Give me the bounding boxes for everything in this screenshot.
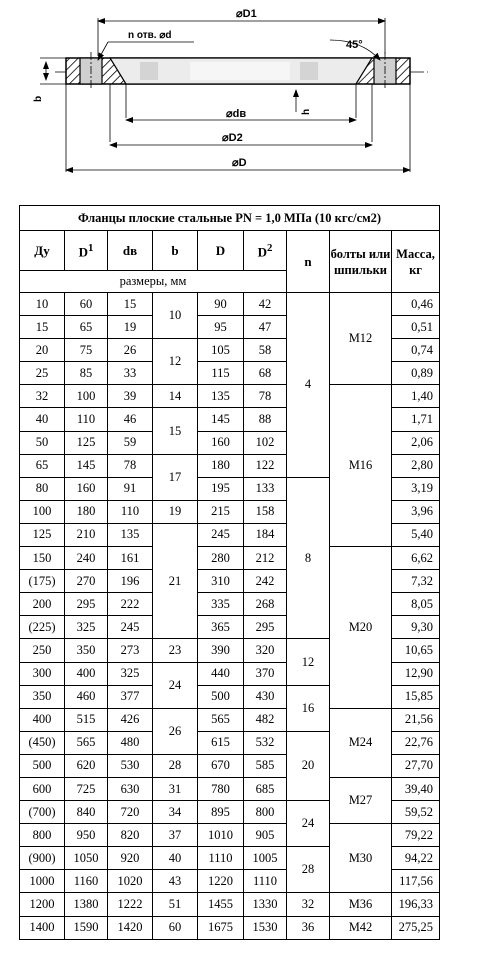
cell-dv: 161 (108, 547, 153, 570)
cell-b: 26 (153, 708, 198, 754)
cell-mass: 15,85 (392, 685, 440, 708)
table-row (20, 293, 440, 316)
cell-b: 19 (153, 500, 198, 523)
cell-mass: 2,80 (392, 454, 440, 477)
cell-dv: 91 (108, 477, 153, 500)
cell-mass: 3,96 (392, 500, 440, 523)
flanges-table (19, 205, 440, 940)
cell-dv: 720 (108, 801, 153, 824)
cell-du: 1400 (20, 916, 65, 939)
cell-mass: 79,22 (392, 824, 440, 847)
cell-dv: 33 (108, 362, 153, 385)
cell-d: 90 (198, 293, 244, 316)
cell-du: 65 (20, 454, 65, 477)
cell-d: 160 (198, 431, 244, 454)
header-du: Ду (20, 231, 65, 271)
cell-mass: 2,06 (392, 431, 440, 454)
cell-d: 615 (198, 731, 244, 754)
cell-d: 115 (198, 362, 244, 385)
cell-d1: 725 (65, 777, 108, 800)
cell-mass: 196,33 (392, 893, 440, 916)
cell-d1: 85 (65, 362, 108, 385)
header-bolts: болты или шпильки (330, 231, 392, 293)
cell-d1: 515 (65, 708, 108, 731)
cell-d2: 905 (244, 824, 287, 847)
cell-d1: 1380 (65, 893, 108, 916)
cell-d2: 1005 (244, 847, 287, 870)
cell-b: 24 (153, 662, 198, 708)
cell-du: 100 (20, 500, 65, 523)
cell-d: 335 (198, 593, 244, 616)
cell-d2: 68 (244, 362, 287, 385)
cell-d: 670 (198, 754, 244, 777)
label-holes: n отв. ⌀d (128, 30, 172, 41)
cell-mass: 39,40 (392, 777, 440, 800)
cell-du: 500 (20, 754, 65, 777)
cell-d: 105 (198, 339, 244, 362)
cell-d2: 242 (244, 570, 287, 593)
cell-dv: 820 (108, 824, 153, 847)
cell-dv: 39 (108, 385, 153, 408)
cell-d2: 78 (244, 385, 287, 408)
cell-d1: 350 (65, 639, 108, 662)
cell-mass: 275,25 (392, 916, 440, 939)
cell-du: (225) (20, 616, 65, 639)
cell-dv: 530 (108, 754, 153, 777)
cell-d2: 482 (244, 708, 287, 731)
cell-du: (175) (20, 570, 65, 593)
cell-mass: 12,90 (392, 662, 440, 685)
cell-mass: 8,05 (392, 593, 440, 616)
cell-du: (900) (20, 847, 65, 870)
cell-dv: 19 (108, 316, 153, 339)
cell-b: 14 (153, 385, 198, 408)
cell-dv: 920 (108, 847, 153, 870)
cell-d2: 585 (244, 754, 287, 777)
cell-d2: 320 (244, 639, 287, 662)
cell-du: 1200 (20, 893, 65, 916)
cell-d2: 268 (244, 593, 287, 616)
cell-d2: 58 (244, 339, 287, 362)
cell-dv: 196 (108, 570, 153, 593)
cell-mass: 21,56 (392, 708, 440, 731)
cell-n: 20 (287, 731, 330, 800)
cell-dv: 110 (108, 500, 153, 523)
cell-mass: 5,40 (392, 523, 440, 546)
cell-du: (450) (20, 731, 65, 754)
cell-b: 37 (153, 824, 198, 847)
cell-mass: 3,19 (392, 477, 440, 500)
cell-b: 60 (153, 916, 198, 939)
cell-d: 195 (198, 477, 244, 500)
table-row (20, 385, 440, 408)
cell-n: 16 (287, 685, 330, 731)
cell-n: 28 (287, 847, 330, 893)
table-title: Фланцы плоские стальные PN = 1,0 МПа (10 кгс/см2) (20, 206, 440, 231)
header-d: D (198, 231, 244, 271)
table-body (20, 293, 440, 940)
cell-d1: 620 (65, 754, 108, 777)
cell-mass: 1,71 (392, 408, 440, 431)
flange-body (66, 52, 410, 90)
header-sizes: размеры, мм (20, 271, 287, 293)
cell-b: 21 (153, 523, 198, 638)
cell-du: 40 (20, 408, 65, 431)
label-h: h (301, 108, 312, 115)
cell-dv: 1420 (108, 916, 153, 939)
cell-d: 365 (198, 616, 244, 639)
cell-n: 8 (287, 477, 330, 639)
cell-d2: 88 (244, 408, 287, 431)
cell-bolts: M36 (330, 893, 392, 916)
cell-b: 17 (153, 454, 198, 500)
cell-bolts: M24 (330, 708, 392, 777)
cell-d: 135 (198, 385, 244, 408)
cell-d: 310 (198, 570, 244, 593)
cell-d1: 160 (65, 477, 108, 500)
cell-mass: 7,32 (392, 570, 440, 593)
cell-n: 36 (287, 916, 330, 939)
cell-d2: 102 (244, 431, 287, 454)
cell-d2: 685 (244, 777, 287, 800)
cell-mass: 0,51 (392, 316, 440, 339)
cell-d1: 325 (65, 616, 108, 639)
cell-d2: 800 (244, 801, 287, 824)
cell-dv: 480 (108, 731, 153, 754)
cell-bolts: M20 (330, 547, 392, 709)
table-row (20, 824, 440, 847)
cell-d2: 430 (244, 685, 287, 708)
cell-d2: 47 (244, 316, 287, 339)
cell-mass: 22,76 (392, 731, 440, 754)
cell-d2: 1530 (244, 916, 287, 939)
table-row (20, 777, 440, 800)
cell-d1: 240 (65, 547, 108, 570)
header-dv: dв (108, 231, 153, 271)
label-d2: ⌀D2 (222, 132, 243, 144)
label-d1: ⌀D1 (236, 8, 257, 20)
header-d2: $D^2$ (244, 231, 287, 271)
cell-dv: 59 (108, 431, 153, 454)
cell-d2: 133 (244, 477, 287, 500)
cell-d: 180 (198, 454, 244, 477)
cell-mass: 94,22 (392, 847, 440, 870)
cell-b: 31 (153, 777, 198, 800)
table-row (20, 547, 440, 570)
cell-d1: 145 (65, 454, 108, 477)
cell-d: 245 (198, 523, 244, 546)
cell-d1: 1590 (65, 916, 108, 939)
header-b: b (153, 231, 198, 271)
cell-d2: 212 (244, 547, 287, 570)
cell-b: 15 (153, 408, 198, 454)
cell-d1: 210 (65, 523, 108, 546)
cell-mass: 0,89 (392, 362, 440, 385)
cell-d: 500 (198, 685, 244, 708)
cell-du: 250 (20, 639, 65, 662)
cell-du: 350 (20, 685, 65, 708)
cell-d2: 295 (244, 616, 287, 639)
cell-b: 28 (153, 754, 198, 777)
cell-n: 4 (287, 293, 330, 478)
cell-mass: 1,40 (392, 385, 440, 408)
cell-d1: 100 (65, 385, 108, 408)
cell-d1: 180 (65, 500, 108, 523)
cell-bolts: M12 (330, 293, 392, 385)
cell-dv: 245 (108, 616, 153, 639)
label-b: b (33, 95, 44, 102)
header-n: n (287, 231, 330, 293)
cell-d1: 400 (65, 662, 108, 685)
cell-d: 145 (198, 408, 244, 431)
header-mass: Масса, кг (392, 231, 440, 293)
cell-b: 34 (153, 801, 198, 824)
cell-bolts: M27 (330, 777, 392, 823)
cell-d: 1110 (198, 847, 244, 870)
cell-d1: 565 (65, 731, 108, 754)
cell-du: 15 (20, 316, 65, 339)
cell-bolts: M30 (330, 824, 392, 893)
cell-du: 300 (20, 662, 65, 685)
cell-du: 20 (20, 339, 65, 362)
cell-bolts: M42 (330, 916, 392, 939)
cell-b: 12 (153, 339, 198, 385)
cell-d2: 1110 (244, 870, 287, 893)
cell-d: 95 (198, 316, 244, 339)
cell-du: 125 (20, 523, 65, 546)
cell-dv: 630 (108, 777, 153, 800)
cell-du: 200 (20, 593, 65, 616)
cell-du: 600 (20, 777, 65, 800)
cell-mass: 117,56 (392, 870, 440, 893)
cell-dv: 26 (108, 339, 153, 362)
cell-d1: 65 (65, 316, 108, 339)
cell-d: 1220 (198, 870, 244, 893)
cell-dv: 1020 (108, 870, 153, 893)
label-dv: ⌀dв (226, 108, 247, 120)
cell-mass: 27,70 (392, 754, 440, 777)
cell-d2: 370 (244, 662, 287, 685)
cell-mass: 59,52 (392, 801, 440, 824)
cell-d1: 60 (65, 293, 108, 316)
cell-d1: 1050 (65, 847, 108, 870)
cell-mass: 6,62 (392, 547, 440, 570)
cell-d2: 158 (244, 500, 287, 523)
table-row (20, 916, 440, 939)
cell-dv: 135 (108, 523, 153, 546)
cell-du: 25 (20, 362, 65, 385)
cell-dv: 78 (108, 454, 153, 477)
cell-d: 1675 (198, 916, 244, 939)
cell-d1: 295 (65, 593, 108, 616)
cell-b: 10 (153, 293, 198, 339)
cell-du: (700) (20, 801, 65, 824)
label-d: ⌀D (232, 157, 247, 169)
cell-d1: 950 (65, 824, 108, 847)
cell-dv: 46 (108, 408, 153, 431)
cell-du: 150 (20, 547, 65, 570)
cell-d2: 122 (244, 454, 287, 477)
header-d1: $D^1$ (65, 231, 108, 271)
cell-d: 565 (198, 708, 244, 731)
cell-d: 895 (198, 801, 244, 824)
table-row (20, 708, 440, 731)
cell-d1: 125 (65, 431, 108, 454)
cell-d1: 460 (65, 685, 108, 708)
cell-d: 280 (198, 547, 244, 570)
cell-dv: 377 (108, 685, 153, 708)
cell-dv: 15 (108, 293, 153, 316)
label-angle: 45° (346, 39, 363, 51)
cell-mass: 10,65 (392, 639, 440, 662)
cell-d1: 840 (65, 801, 108, 824)
cell-du: 800 (20, 824, 65, 847)
cell-d1: 1160 (65, 870, 108, 893)
cell-d: 780 (198, 777, 244, 800)
flange-cross-section-drawing (0, 0, 483, 195)
cell-d1: 110 (65, 408, 108, 431)
cell-du: 10 (20, 293, 65, 316)
cell-bolts: M16 (330, 385, 392, 547)
cell-d2: 184 (244, 523, 287, 546)
cell-d2: 532 (244, 731, 287, 754)
table-row (20, 893, 440, 916)
cell-d2: 42 (244, 293, 287, 316)
cell-d1: 270 (65, 570, 108, 593)
cell-d: 1010 (198, 824, 244, 847)
cell-dv: 426 (108, 708, 153, 731)
cell-du: 1000 (20, 870, 65, 893)
cell-dv: 325 (108, 662, 153, 685)
cell-n: 32 (287, 893, 330, 916)
cell-du: 80 (20, 477, 65, 500)
cell-mass: 9,30 (392, 616, 440, 639)
cell-d2: 1330 (244, 893, 287, 916)
cell-d: 1455 (198, 893, 244, 916)
cell-d: 440 (198, 662, 244, 685)
cell-dv: 273 (108, 639, 153, 662)
cell-b: 51 (153, 893, 198, 916)
cell-du: 400 (20, 708, 65, 731)
cell-du: 50 (20, 431, 65, 454)
cell-n: 12 (287, 639, 330, 685)
cell-dv: 222 (108, 593, 153, 616)
cell-b: 40 (153, 847, 198, 870)
cell-dv: 1222 (108, 893, 153, 916)
cell-mass: 0,74 (392, 339, 440, 362)
cell-b: 43 (153, 870, 198, 893)
cell-n: 24 (287, 801, 330, 847)
cell-d1: 75 (65, 339, 108, 362)
cell-d: 390 (198, 639, 244, 662)
cell-d: 215 (198, 500, 244, 523)
cell-b: 23 (153, 639, 198, 662)
cell-du: 32 (20, 385, 65, 408)
cell-mass: 0,46 (392, 293, 440, 316)
